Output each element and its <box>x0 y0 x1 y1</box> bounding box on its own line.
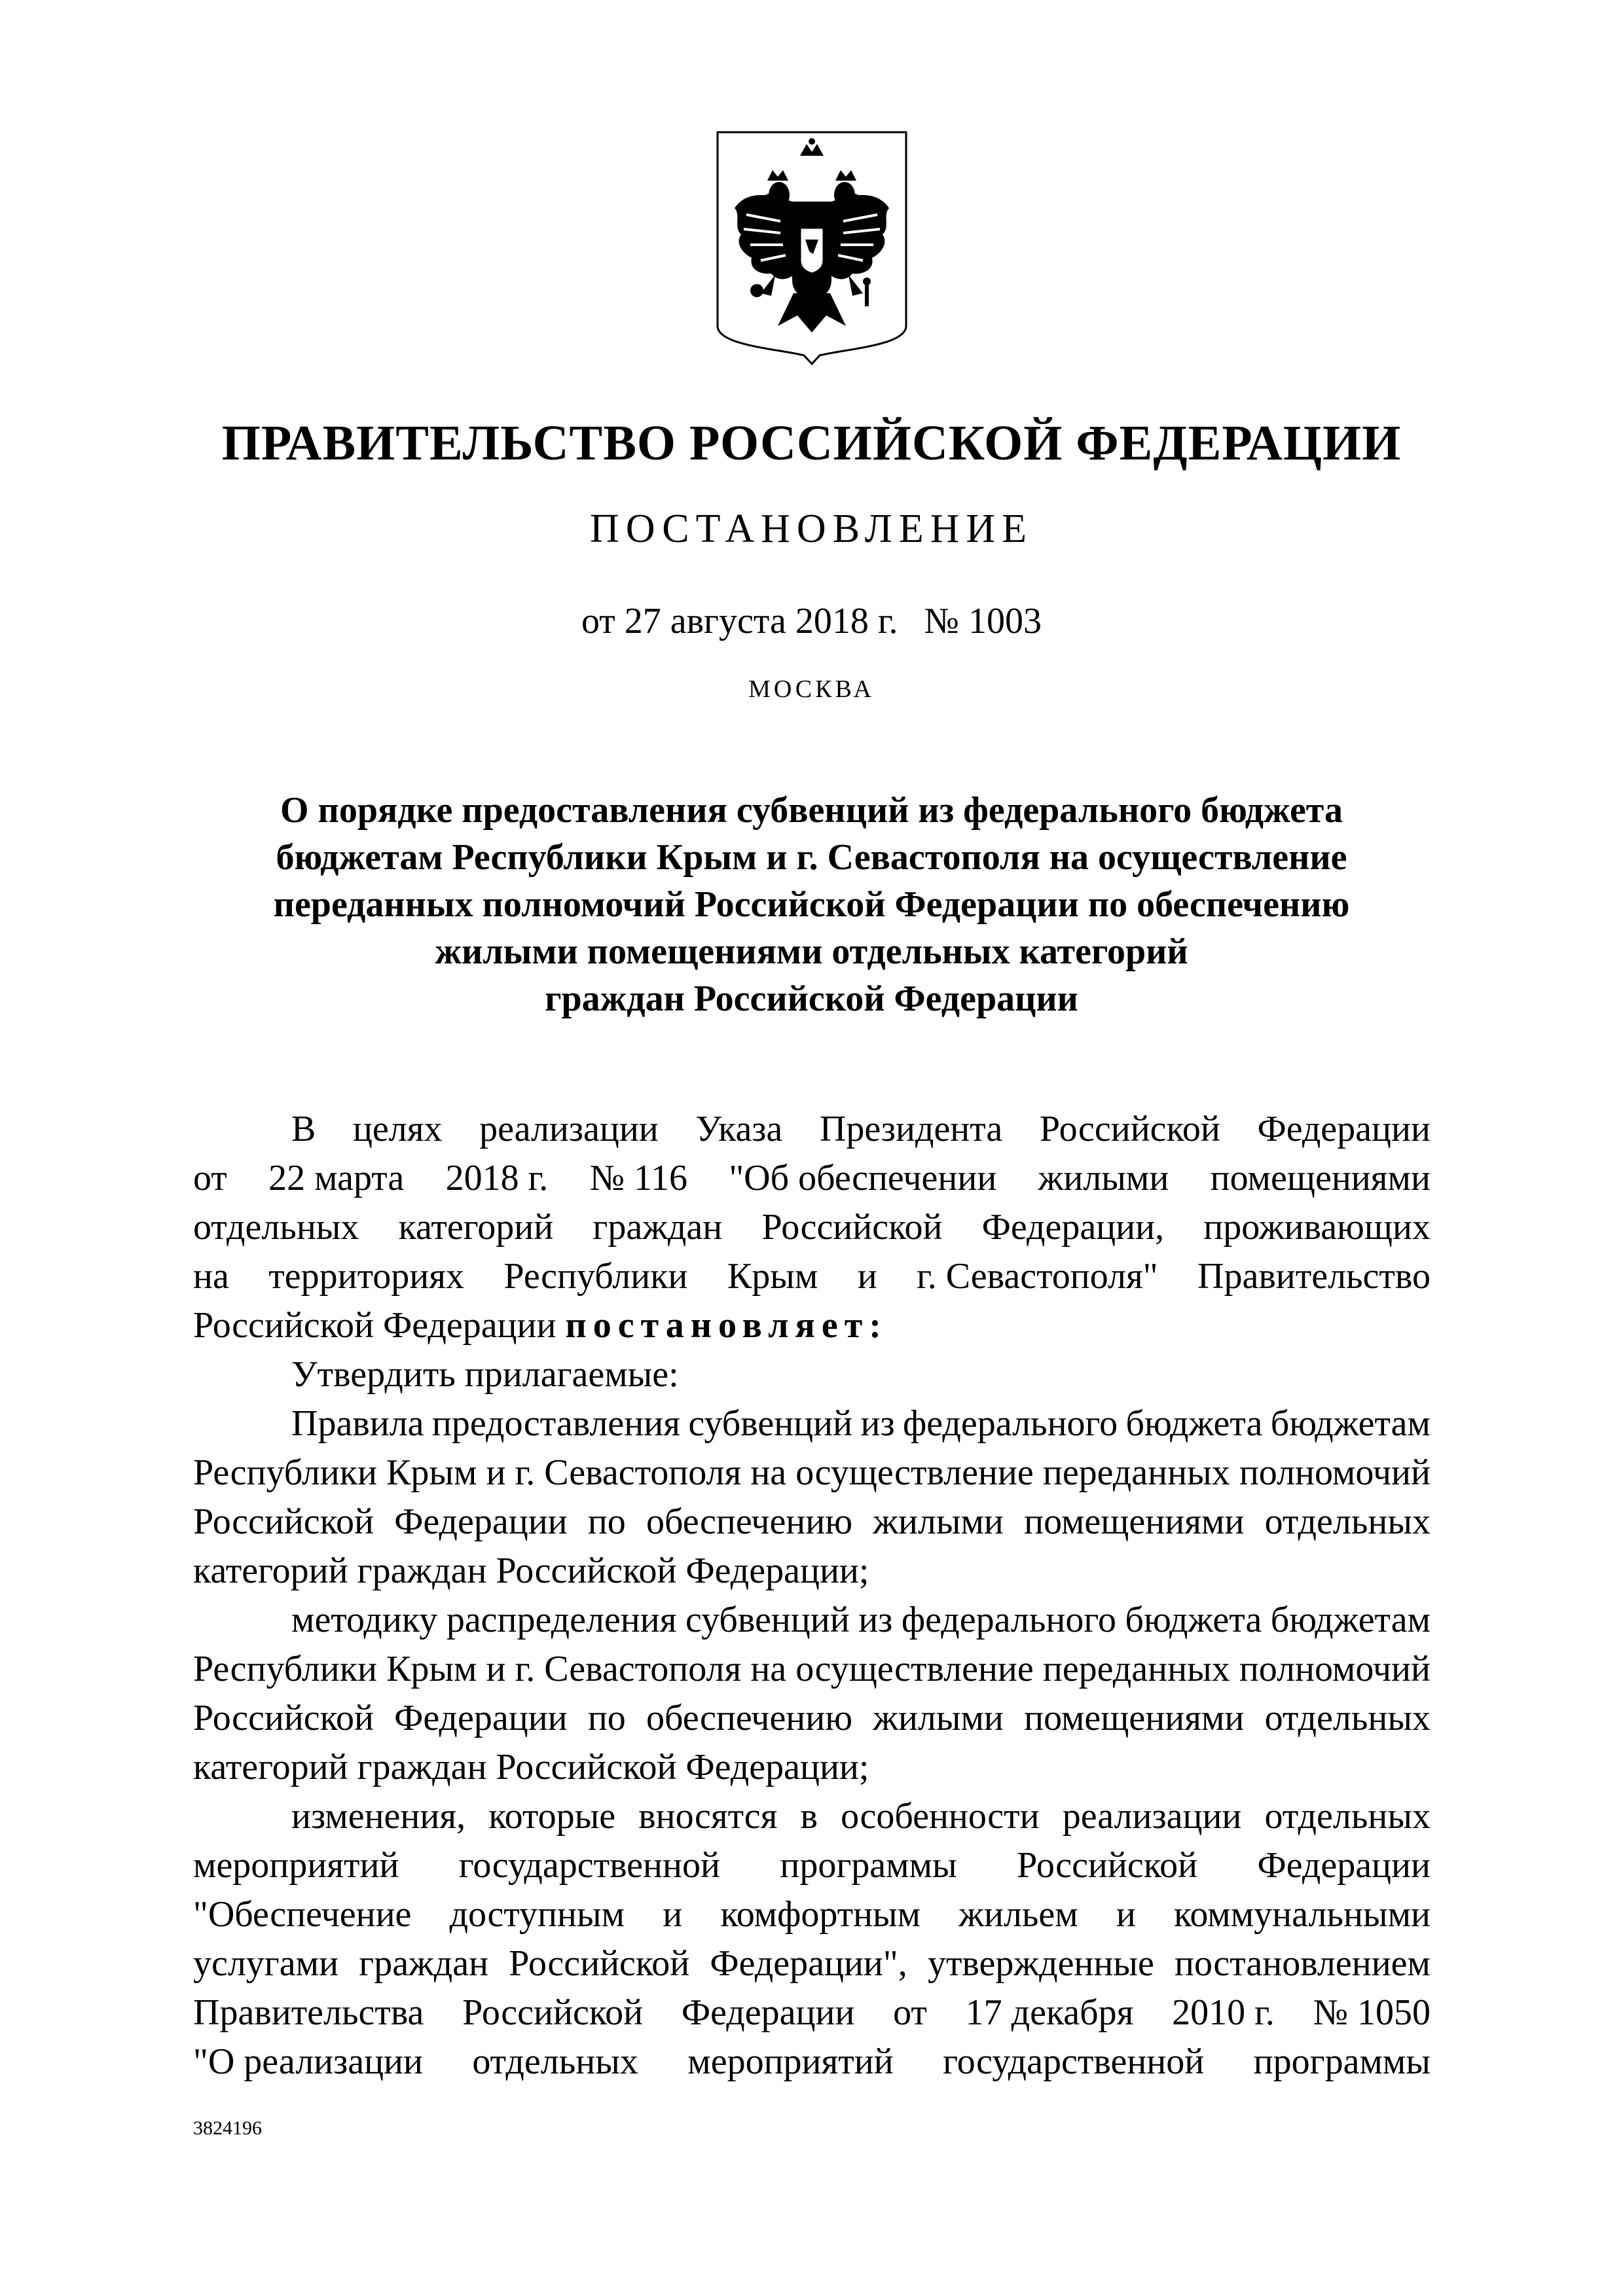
body-word: отдельных <box>1264 1698 1431 1738</box>
body-line <box>193 1105 1431 1154</box>
subject-line: О порядке предоставления субвенций из федерального бюджета <box>280 790 1343 831</box>
body-word: полномочий <box>1239 1452 1431 1493</box>
body-word: субвенций <box>688 1403 853 1444</box>
body-word: отдельных <box>1264 1501 1431 1542</box>
body-word: Правительство <box>1197 1256 1431 1297</box>
body-word: категорий <box>398 1207 554 1247</box>
body-word: по <box>587 1501 626 1542</box>
body-line <box>193 1547 1431 1596</box>
double-headed-eagle-icon <box>715 130 909 367</box>
body-text: категорий граждан Российской Федерации; <box>193 1551 869 1591</box>
body-word: В <box>291 1109 316 1149</box>
body-word: и <box>486 1452 506 1493</box>
body-word: г. Севастополя <box>515 1452 742 1493</box>
body-word: Российской <box>193 1698 374 1738</box>
body-word: жильем <box>958 1894 1078 1935</box>
body-word: бюджета <box>1125 1600 1262 1640</box>
body-word: в <box>800 1796 818 1837</box>
body-word: от <box>193 1158 227 1198</box>
body-line <box>193 1399 1431 1448</box>
body-word: Федерации <box>1257 1109 1431 1149</box>
body-word: и <box>663 1894 683 1935</box>
body-word: на <box>193 1256 229 1297</box>
body-word: № 1050 <box>1313 1992 1431 2033</box>
document-code: 3824196 <box>193 2117 262 2139</box>
body-word: коммунальными <box>1174 1894 1431 1935</box>
document-number: № 1003 <box>924 601 1042 641</box>
body-line <box>193 1203 1431 1252</box>
body-word: г. Севастополя" <box>917 1256 1158 1297</box>
body-word: которые <box>488 1796 616 1837</box>
body-word: реализации <box>1062 1796 1242 1837</box>
body-word: мероприятий <box>193 1845 399 1886</box>
body-word: Правительства <box>193 1992 424 2033</box>
subject-line: бюджетам Республики Крым и г. Севастополя на осуществление <box>276 837 1347 878</box>
body-word: "О реализации <box>193 2041 423 2082</box>
body-word: Федерации <box>1257 1845 1431 1886</box>
body-word: г. Севастополя <box>515 1649 742 1689</box>
coat-of-arms-emblem <box>715 130 909 367</box>
body-word: Федерации", <box>710 1943 907 1984</box>
body-word: предоставления <box>431 1403 680 1444</box>
body-word: Российской <box>1017 1845 1198 1886</box>
body-word: Российской <box>1039 1109 1220 1149</box>
body-text: категорий граждан Российской Федерации; <box>193 1747 869 1787</box>
body-word: Правила <box>291 1403 424 1444</box>
body-word: из <box>858 1600 893 1640</box>
body-word: граждан <box>359 1943 489 1984</box>
body-word: Крым <box>386 1649 477 1689</box>
body-word: обеспечению <box>646 1501 853 1542</box>
body-word: осуществление <box>795 1452 1034 1493</box>
body-word: методику <box>291 1600 438 1640</box>
body-word: и <box>486 1649 506 1689</box>
body-word: граждан <box>593 1207 723 1247</box>
body-line <box>193 1890 1431 1939</box>
body-line <box>193 1301 1431 1350</box>
body-word: программы <box>1253 2041 1431 2082</box>
body-word: 22 марта <box>268 1158 405 1198</box>
document-date: от 27 августа 2018 г. <box>581 601 898 641</box>
body-word: Указа <box>695 1109 783 1149</box>
body-word: 17 декабря <box>965 1992 1134 2033</box>
body-word: постановлением <box>1175 1943 1431 1984</box>
body-word: программы <box>780 1845 957 1886</box>
body-word: Крым <box>727 1256 818 1297</box>
body-line <box>193 1498 1431 1547</box>
body-word: мероприятий <box>687 2041 894 2082</box>
body-word: № 116 <box>589 1158 687 1198</box>
body-word: обеспечению <box>646 1698 853 1738</box>
body-line <box>193 1841 1431 1890</box>
body-word: и <box>1116 1894 1136 1935</box>
document-subject <box>0 787 1623 1022</box>
body-word: доступным <box>449 1894 625 1935</box>
body-line <box>193 1252 1431 1301</box>
body-word: и <box>857 1256 877 1297</box>
body-word: на <box>750 1452 787 1493</box>
body-word: по <box>587 1698 626 1738</box>
body-word: помещениями <box>1024 1501 1245 1542</box>
body-word: Российской <box>193 1501 374 1542</box>
subject-line: переданных полномочий Российской Федерации по обеспечению <box>273 884 1350 925</box>
body-word: Российской <box>462 1992 644 2033</box>
body-word: целях <box>352 1109 443 1149</box>
body-word: жилыми <box>873 1698 1004 1738</box>
body-word: услугами <box>193 1943 339 1984</box>
body-word: 2010 г. <box>1172 1992 1275 2033</box>
body-line <box>193 1792 1431 1841</box>
body-word: реализации <box>479 1109 659 1149</box>
body-line <box>193 1939 1431 1988</box>
body-word: государственной <box>458 1845 720 1886</box>
body-word: Федерации, <box>981 1207 1165 1247</box>
document-city: МОСКВА <box>748 675 875 703</box>
body-word: от <box>893 1992 927 2033</box>
body-word: проживающих <box>1203 1207 1431 1247</box>
body-word: Республики <box>503 1256 688 1297</box>
body-word: Президента <box>819 1109 1003 1149</box>
body-word: бюджета <box>1125 1403 1263 1444</box>
body-word: территориях <box>268 1256 465 1297</box>
body-word: федерального <box>901 1600 1116 1640</box>
subject-line: граждан Российской Федерации <box>545 978 1078 1019</box>
subject-line: жилыми помещениями отдельных категорий <box>435 931 1188 972</box>
body-word: из <box>860 1403 895 1444</box>
body-line <box>193 2037 1431 2087</box>
body-word: помещениями <box>1024 1698 1245 1738</box>
body-word: отдельных <box>193 1207 359 1247</box>
body-word: Республики <box>193 1649 377 1689</box>
body-line <box>193 1154 1431 1203</box>
body-word: Федерации <box>681 1992 855 2033</box>
body-word: комфортным <box>720 1894 921 1935</box>
document-body <box>193 1105 1431 2087</box>
body-word: особенности <box>841 1796 1040 1837</box>
body-line <box>193 1448 1431 1498</box>
body-line <box>193 1743 1431 1792</box>
body-line <box>193 1350 1431 1399</box>
body-word: изменения, <box>291 1796 466 1837</box>
body-word: отдельных <box>472 2041 638 2082</box>
body-word: "Об обеспечении <box>729 1158 997 1198</box>
body-word: Республики <box>193 1452 377 1493</box>
body-word: "Обеспечение <box>193 1894 412 1935</box>
body-word: вносятся <box>638 1796 778 1837</box>
body-word: Российской <box>761 1207 943 1247</box>
body-word: переданных <box>1042 1649 1230 1689</box>
government-title: ПРАВИТЕЛЬСТВО РОССИЙСКОЙ ФЕДЕРАЦИИ <box>221 416 1402 471</box>
document-type: ПОСТАНОВЛЕНИЕ <box>589 507 1034 551</box>
body-word: утвержденные <box>927 1943 1154 1984</box>
body-word: осуществление <box>795 1649 1034 1689</box>
body-line <box>193 1988 1431 2037</box>
body-word: бюджетам <box>1270 1403 1431 1444</box>
body-word: Крым <box>386 1452 477 1493</box>
body-word: отдельных <box>1264 1796 1431 1837</box>
body-word: федерального <box>903 1403 1118 1444</box>
body-word: жилыми <box>873 1501 1004 1542</box>
body-word: Российской <box>509 1943 690 1984</box>
body-word: государственной <box>943 2041 1205 2082</box>
body-word: бюджетам <box>1270 1600 1431 1640</box>
body-text: Российской Федерации <box>193 1305 556 1346</box>
body-word: субвенций <box>685 1600 850 1640</box>
body-word: на <box>750 1649 787 1689</box>
body-line <box>193 1645 1431 1694</box>
body-word: 2018 г. <box>445 1158 549 1198</box>
body-word: Федерации <box>394 1698 568 1738</box>
body-word: помещениями <box>1210 1158 1431 1198</box>
body-line <box>193 1694 1431 1743</box>
body-word: распределения <box>446 1600 677 1640</box>
resolves-word: постановляет: <box>565 1305 888 1346</box>
body-word: полномочий <box>1239 1649 1431 1689</box>
body-text: Утвердить прилагаемые: <box>291 1354 679 1395</box>
body-word: жилыми <box>1038 1158 1169 1198</box>
body-word: Федерации <box>394 1501 568 1542</box>
body-word: переданных <box>1042 1452 1230 1493</box>
body-line <box>193 1596 1431 1645</box>
document-date-number <box>0 598 1623 644</box>
